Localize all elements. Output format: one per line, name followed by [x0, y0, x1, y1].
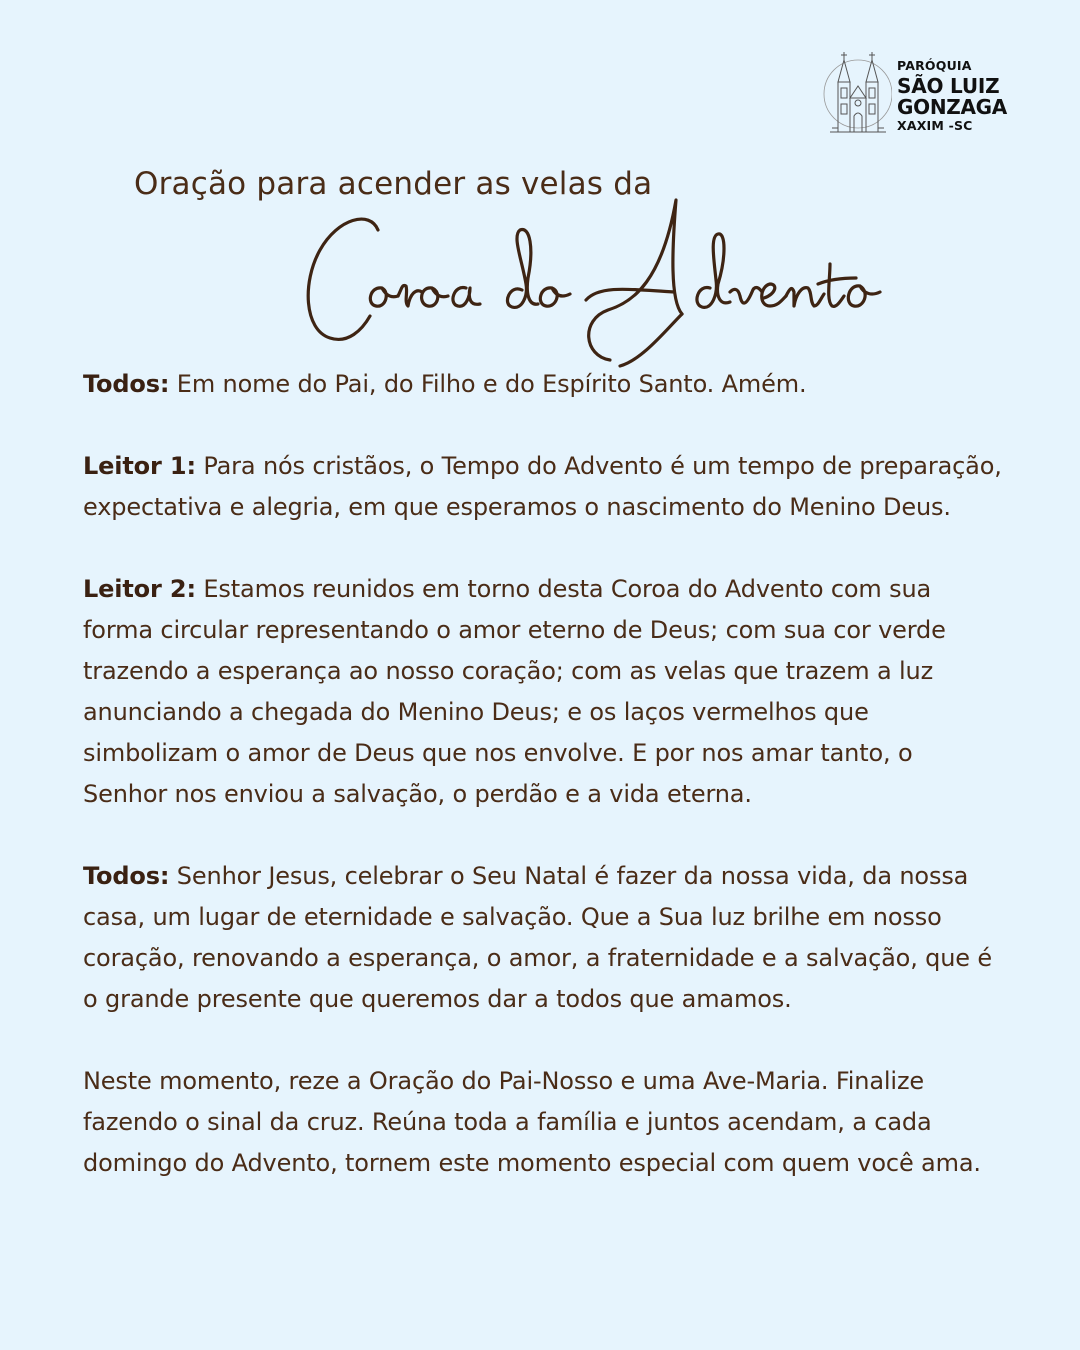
script-title: [290, 180, 910, 370]
paragraph-todos-prayer: [83, 856, 1003, 1020]
paragraph-text: Para nós cristãos, o Tempo do Advento é um tempo de preparação, expectativa e alegria, em que esperamos o nascimento do Menino Deus.: [83, 452, 1002, 521]
speaker-label: Leitor 1:: [83, 452, 196, 480]
paragraph-closing-instructions: [83, 1061, 1003, 1184]
paragraph-todos-opening: [83, 364, 1003, 405]
paragraph-text: Em nome do Pai, do Filho e do Espírito Santo. Amém.: [169, 370, 807, 398]
script-title-lettering: [290, 180, 910, 370]
logo-line-name-1: SÃO LUIZ: [897, 73, 1000, 98]
paragraph-text: Estamos reunidos em torno desta Coroa do Advento com sua forma circular representando o amor eterno de Deus; com sua cor verde trazendo a esperança ao nosso coração; com as velas que trazem a luz anunciando a chegada do Menino Deus; e os laços vermelhos que simbolizam o amor de Deus que nos envolve. E por nos amar tanto, o Senhor nos enviou a salvação, o perdão e a vida eterna.: [83, 575, 946, 808]
speaker-label: Todos:: [83, 862, 170, 890]
speaker-label: Leitor 2:: [83, 575, 196, 603]
logo-line-name-2: GONZAGA: [897, 94, 1007, 119]
logo-line-location: XAXIM -SC: [897, 117, 973, 133]
paragraph-leitor-2: [83, 569, 1003, 815]
paragraph-text: Senhor Jesus, celebrar o Seu Natal é fazer da nossa vida, da nossa casa, um lugar de eternidade e salvação. Que a Sua luz brilhe em nosso coração, renovando a esperança, o amor, a fraternidade e a salvação, que é o grande presente que queremos dar a todos que amamos.: [83, 862, 993, 1013]
speaker-label: Todos:: [83, 370, 170, 398]
paragraph-leitor-1: [83, 446, 1003, 528]
prayer-content: [83, 364, 1003, 1184]
logo-line-parish: PARÓQUIA: [897, 58, 972, 73]
paragraph-text: Neste momento, reze a Oração do Pai-Nosso e uma Ave-Maria. Finalize fazendo o sinal da cruz. Reúna toda a família e juntos acendam, a cada domingo do Advento, tornem este momento especial com quem você ama.: [83, 1067, 981, 1177]
church-icon: [822, 48, 892, 138]
page-subtitle: Oração para acender as velas da: [134, 166, 653, 202]
parish-logo: [822, 48, 1022, 140]
logo-text: [897, 60, 1007, 132]
